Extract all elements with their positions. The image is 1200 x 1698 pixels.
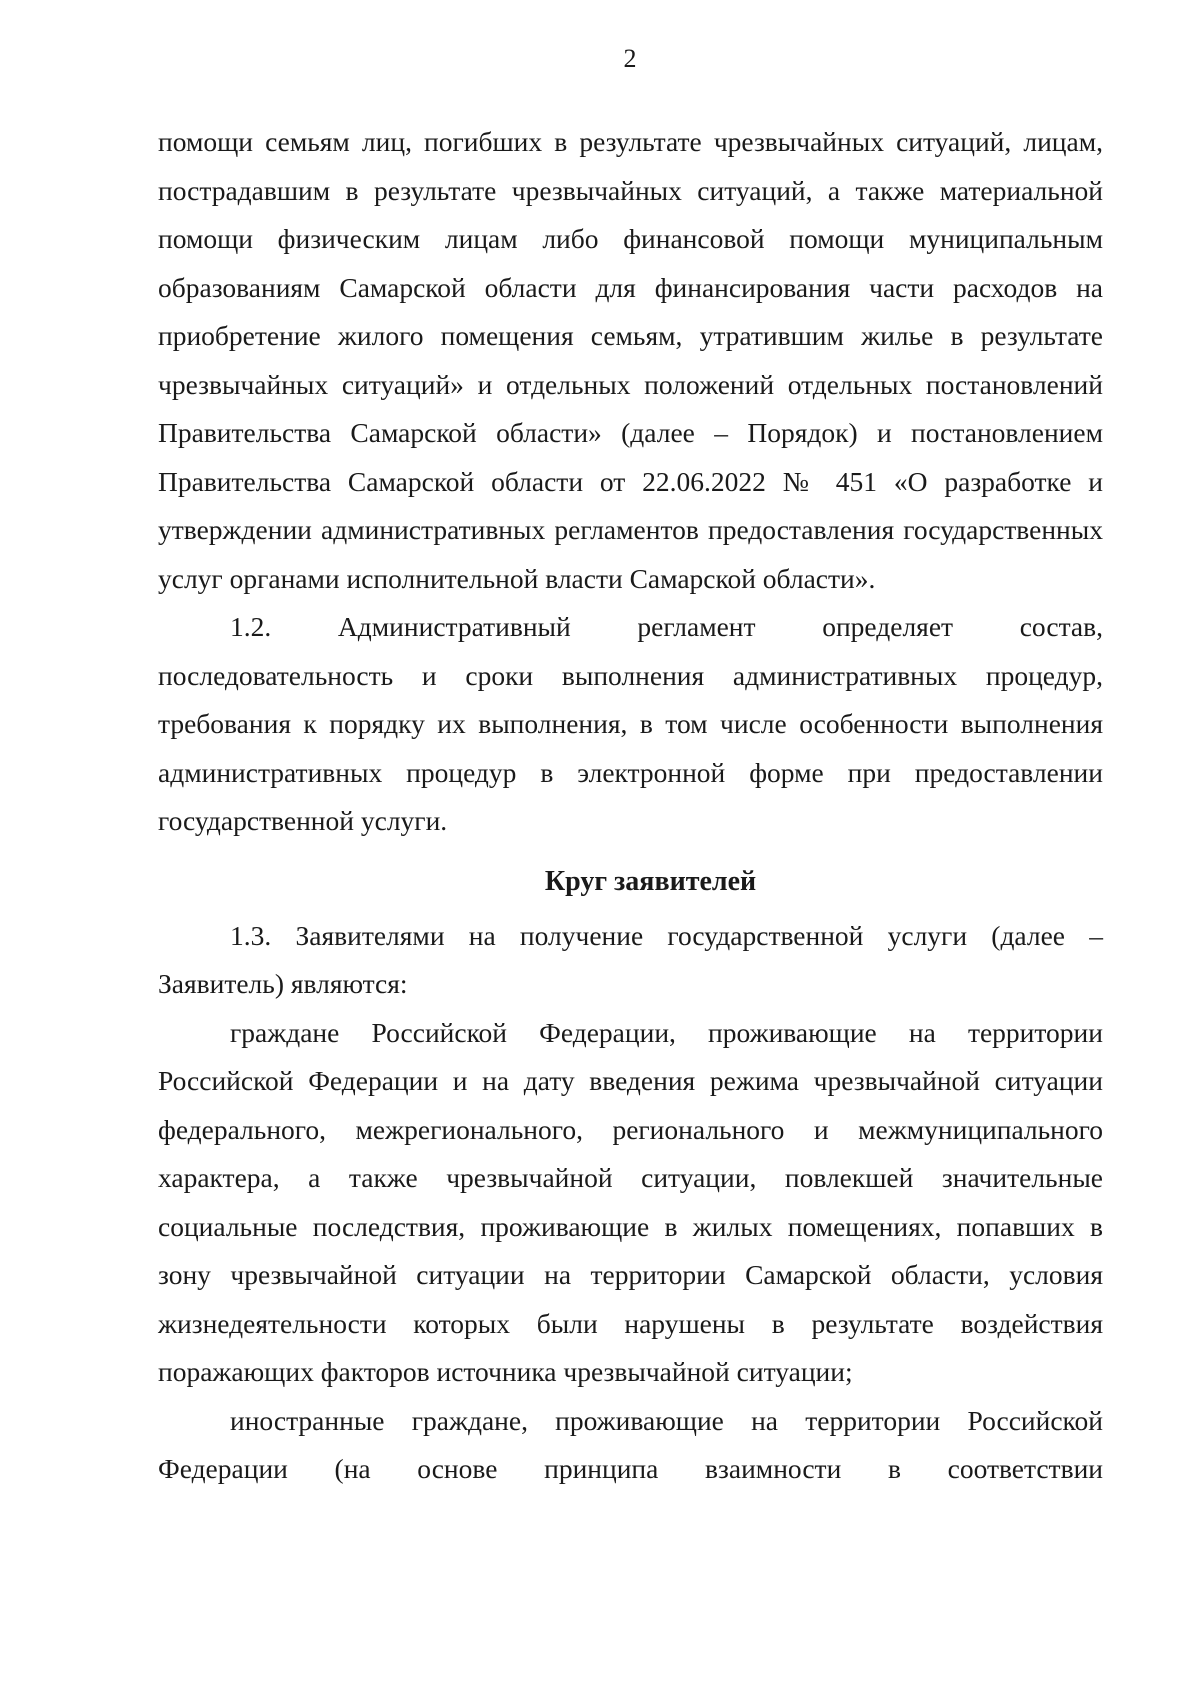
paragraph-1-3: 1.3. Заявителями на получение государственной услуги (далее – Заявитель) являются: xyxy=(158,919,1103,999)
paragraph-1-2: 1.2. Административный регламент определяет состав, последовательность и сроки выполнения административных процедур, требования к порядку их выполнения, в том числе особенности выполнения административных процедур в электронной форме при предоставлении государственной услуги. xyxy=(158,611,1103,836)
section-heading: Круг заявителей xyxy=(544,865,757,897)
paragraph-citizens: граждане Российской Федерации, проживающие на территории Российской Федерации и на дату введения режима чрезвычайной ситуации федерального, межрегионального, регионального и межмуниципального характера, а также чрезвычайной ситуации, повлекшей значительные социальные последствия, проживающие в жилых помещениях, попавших в зону чрезвычайной ситуации на территории Самарской области, условия жизнедеятельности которых были нарушены в результате воздействия поражающих факторов источника чрезвычайной ситуации; xyxy=(158,1016,1103,1387)
paragraph-foreigners: иностранные граждане, проживающие на территории Российской Федерации (на основе принципа взаимности в соответствии xyxy=(158,1404,1103,1484)
paragraph-continuation: помощи семьям лиц, погибших в результате чрезвычайных ситуаций, лицам, пострадавшим в результате чрезвычайных ситуаций, а также материальной помощи физическим лицам либо финансовой помощи муниципальным образованиям Самарской области для финансирования части расходов на приобретение жилого помещения семьям, утратившим жилье в результате чрезвычайных ситуаций» и отдельных положений отдельных постановлений Правительства Самарской области» (далее – Порядок) и постановлением Правительства Самарской области от 22.06.2022 № 451 «О разработке и утверждении административных регламентов предоставления государственных услуг органами исполнительной власти Самарской области». xyxy=(158,126,1103,594)
page-number: 2 xyxy=(623,44,637,73)
document-body xyxy=(158,118,1103,1494)
